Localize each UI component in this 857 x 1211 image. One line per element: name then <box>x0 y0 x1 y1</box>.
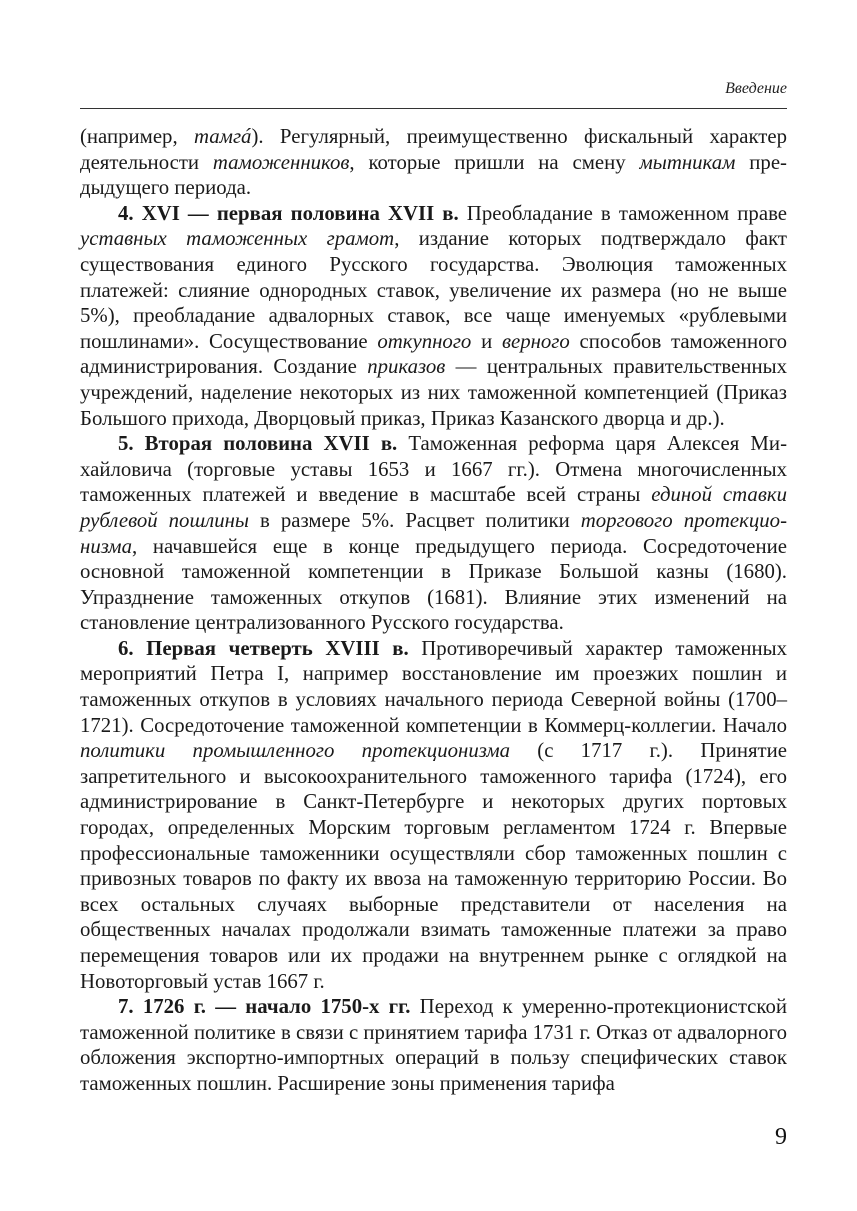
paragraph-period-7 <box>80 994 787 1096</box>
paragraph-heading: 5. Вторая половина XVII в. <box>118 432 398 456</box>
emphasized-term: тамгá <box>194 125 252 148</box>
emphasized-term: откупного <box>377 329 472 353</box>
paragraph-heading: 4. XVI — первая половина XVII в. <box>118 201 459 225</box>
text-run: в размере 5%. Расцвет политики <box>249 508 581 532</box>
emphasized-term: единой ставки рублевой пошлины <box>80 483 787 532</box>
emphasized-term: верного <box>501 329 570 353</box>
emphasized-term: приказов <box>367 355 446 379</box>
text-run: ). Регулярный, преимущественно фискальный характер деятельности <box>80 125 788 174</box>
text-run: , издание которых подтверждало факт существования единого Русского государства. Эволюция таможенных платежей: слияние однородных ставок, увеличение их размера (но не выше 5%), преобладание адвалорных ставок, все чаще именуемых «рублевыми пошлинами». Сосуществование <box>80 227 787 353</box>
page-body <box>80 124 787 1097</box>
paragraph-heading: 6. Первая четверть XVIII в. <box>118 636 409 660</box>
emphasized-term: уставных таможенных грамот <box>80 227 395 251</box>
emphasized-term: торгового протекционизма <box>80 508 787 558</box>
paragraph-continuation <box>80 124 787 201</box>
text-run: способов таможенного администрирования. Создание <box>80 329 787 379</box>
header-rule <box>80 108 787 109</box>
emphasized-term: мытникам <box>639 150 736 174</box>
emphasized-term: политики промышленного протекционизма <box>80 739 510 763</box>
paragraph-period-5 <box>80 431 787 636</box>
paragraph-heading: 7. 1726 г. — начало 1750-х гг. <box>118 995 411 1019</box>
running-header: Введение <box>725 80 787 97</box>
text-run: и <box>471 329 502 353</box>
page-number: 9 <box>775 1124 787 1150</box>
text-run: , начавшейся еще в конце предыдущего периода. Сосредоточение основной таможенной компетенции в Приказе Большой казны (1680). Упразднение таможенных откупов (1681). Влияние этих изменений на становление централизованного Русского государства. <box>80 534 787 635</box>
paragraph-period-4 <box>80 201 787 431</box>
text-run: (с 1717 г.). Принятие запретительного и высокоохранительного таможенного тарифа (1724), его администрирование в Санкт-Петербурге и некоторых других портовых городах, определенных Морским торговым регламентом 1724 г. Впервые профессиональные таможенники осуществляли сбор таможенных пошлин с привозных товаров по факту их ввоза на таможенную территорию России. Во всех остальных случаях выборные представители от населения на общественных началах продолжали взимать таможенные платежи за право перемещения товаров или их продажи на внутреннем рынке с оглядкой на Новоторговый устав 1667 г. <box>80 739 788 993</box>
text-run: Переход к умеренно-протекционистской таможенной политике в связи с принятием тарифа 1731 г. Отказ от адвалорного обложения экспортно-импортных операций в пользу специфических ставок таможенных пошлин. Расширение зоны применения тарифа <box>80 995 787 1095</box>
text-run: предыдущего периода. <box>80 150 787 200</box>
text-run: Противоречивый характер таможенных мероприятий Петра I, например восстановление им проезжих пошлин и таможенных откупов в условиях начального периода Северной войны (1700–1721). Сосредоточение таможенной компетенции в Коммерц-коллегии. Начало <box>80 636 787 737</box>
text-run: Преобладание в таможенном праве <box>458 201 787 225</box>
text-run: — центральных правительственных учреждений, наделение некоторых из них таможенной компетенцией (Приказ Большого прихода, Дворцовый приказ, Приказ Казанского дворца и др.). <box>80 355 787 430</box>
paragraph-period-6 <box>80 636 787 994</box>
text-run: , которые пришли на смену <box>349 150 640 174</box>
text-run: Таможенная реформа царя Алексея Михайловича (торговые уставы 1653 и 1667 гг.). Отмена многочисленных таможенных платежей и введение в масштабе всей страны <box>80 432 787 507</box>
emphasized-term: таможенников <box>212 150 350 174</box>
text-run: (например, <box>80 125 194 148</box>
